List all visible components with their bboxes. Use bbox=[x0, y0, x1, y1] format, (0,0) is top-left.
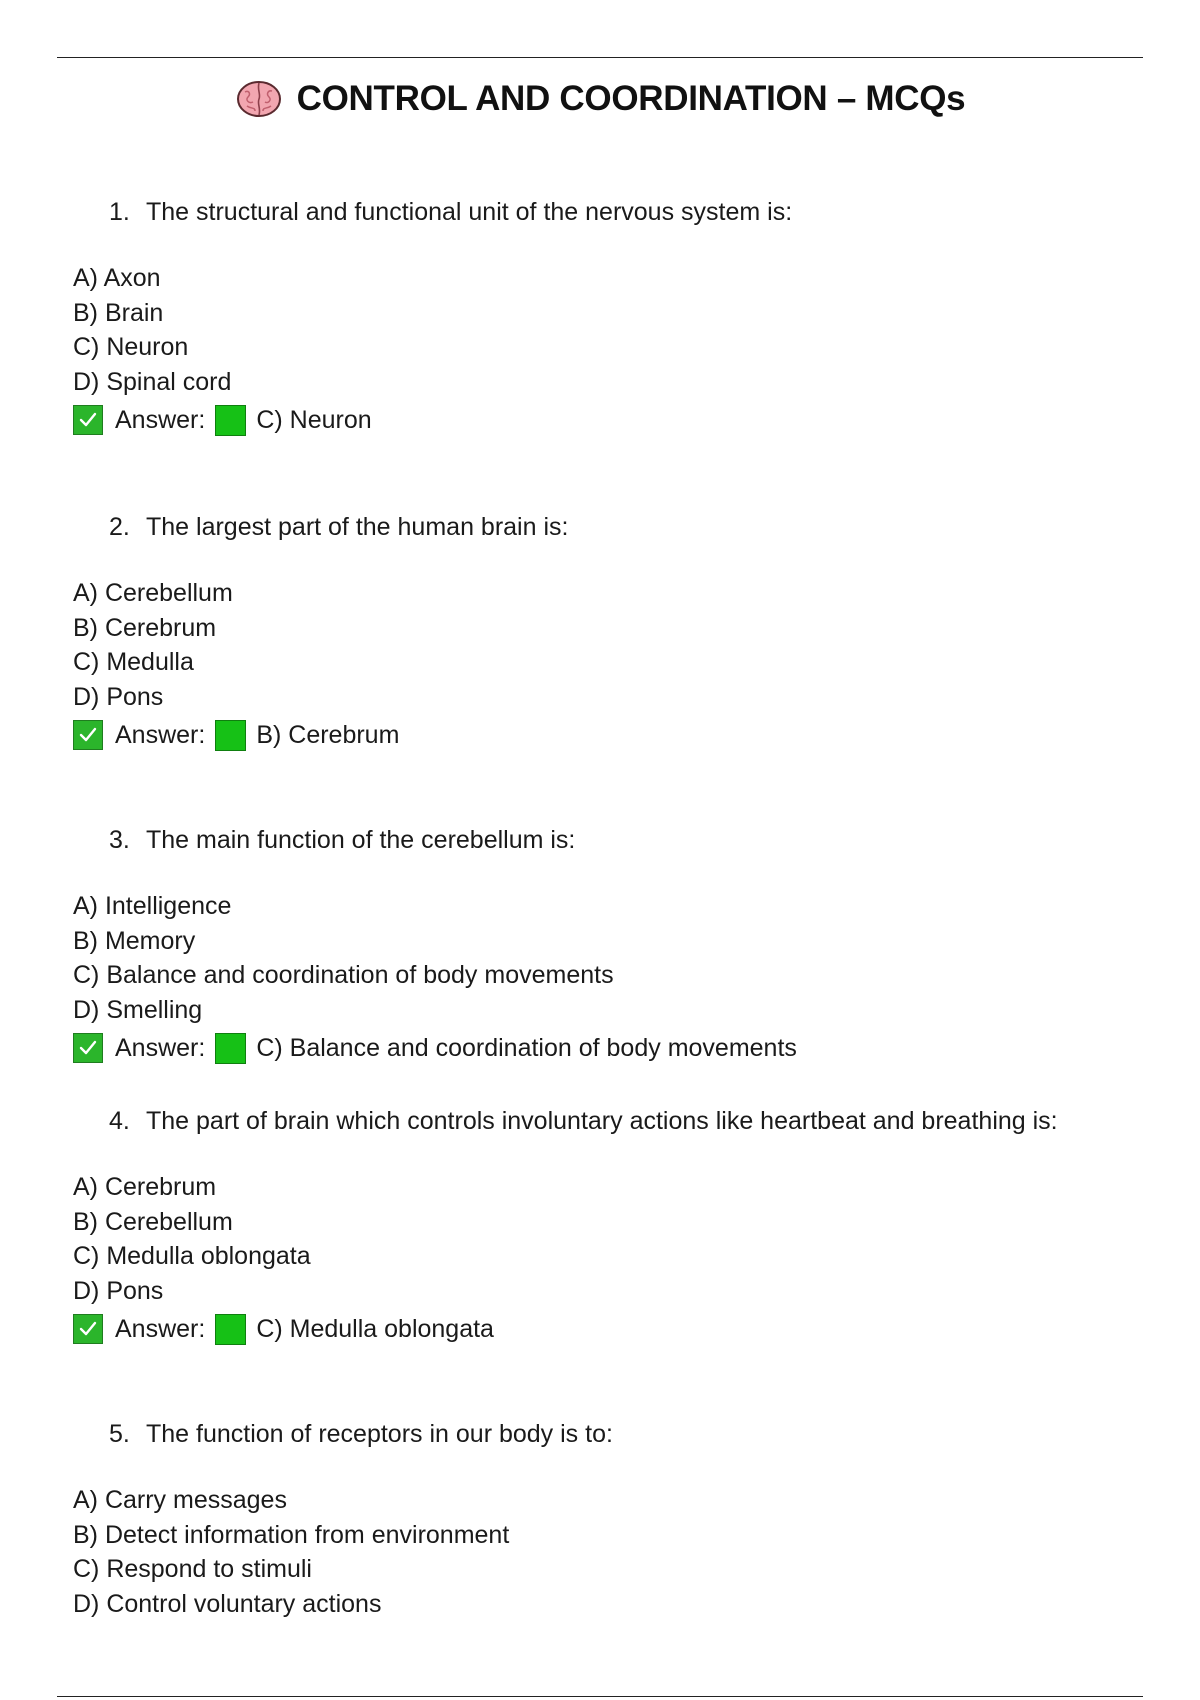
answer-value: C) Neuron bbox=[256, 405, 372, 434]
check-mark-icon bbox=[73, 405, 103, 435]
question-number: 5. bbox=[109, 1420, 130, 1448]
page-header bbox=[0, 78, 1200, 120]
answer-label: Answer: bbox=[115, 1314, 206, 1343]
option-b: B) Brain bbox=[73, 298, 164, 327]
question-text bbox=[109, 826, 575, 855]
question-text bbox=[109, 198, 792, 227]
option-d: D) Pons bbox=[73, 1276, 164, 1305]
top-rule bbox=[57, 57, 1143, 58]
option-b: B) Memory bbox=[73, 926, 196, 955]
answer-value: C) Balance and coordination of body movements bbox=[256, 1033, 797, 1062]
question-text bbox=[109, 1107, 1058, 1136]
option-a: A) Axon bbox=[73, 264, 161, 292]
question-prompt: The main function of the cerebellum is: bbox=[146, 826, 576, 854]
option-b: B) Cerebrum bbox=[73, 613, 217, 642]
question-number: 3. bbox=[109, 826, 130, 854]
check-mark-icon bbox=[73, 720, 103, 750]
option-a: A) Cerebellum bbox=[73, 579, 233, 607]
answer-value: C) Medulla oblongata bbox=[256, 1314, 494, 1343]
green-square-icon bbox=[215, 1314, 246, 1345]
brain-icon bbox=[235, 78, 283, 120]
answer-row bbox=[73, 1027, 797, 1069]
green-square-icon bbox=[215, 720, 246, 751]
option-list bbox=[73, 576, 399, 756]
question-number: 1. bbox=[109, 198, 130, 226]
option-d: D) Smelling bbox=[73, 995, 203, 1024]
option-list bbox=[73, 1170, 494, 1350]
question-number: 4. bbox=[109, 1107, 130, 1135]
question-prompt: The function of receptors in our body is to: bbox=[146, 1420, 613, 1448]
question-prompt: The largest part of the human brain is: bbox=[146, 513, 569, 541]
option-a: A) Cerebrum bbox=[73, 1173, 217, 1201]
green-square-icon bbox=[215, 1033, 246, 1064]
bottom-rule bbox=[57, 1696, 1143, 1697]
answer-label: Answer: bbox=[115, 1033, 206, 1062]
option-c: C) Respond to stimuli bbox=[73, 1555, 312, 1583]
answer-label: Answer: bbox=[115, 720, 206, 749]
option-list bbox=[73, 889, 797, 1069]
green-square-icon bbox=[215, 405, 246, 436]
answer-label: Answer: bbox=[115, 405, 206, 434]
question-prompt: The part of brain which controls involuntary actions like heartbeat and breathing is: bbox=[146, 1107, 1058, 1135]
option-b: B) Detect information from environment bbox=[73, 1520, 510, 1549]
page-title: CONTROL AND COORDINATION – MCQs bbox=[296, 79, 966, 118]
option-list bbox=[73, 1483, 509, 1621]
question-text bbox=[109, 513, 568, 542]
option-c: C) Neuron bbox=[73, 333, 189, 361]
question-prompt: The structural and functional unit of the nervous system is: bbox=[146, 198, 793, 226]
question-text bbox=[109, 1420, 613, 1449]
option-c: C) Balance and coordination of body movements bbox=[73, 961, 614, 989]
question-number: 2. bbox=[109, 513, 130, 541]
option-a: A) Intelligence bbox=[73, 892, 232, 920]
option-list bbox=[73, 261, 372, 441]
check-mark-icon bbox=[73, 1033, 103, 1063]
check-mark-icon bbox=[73, 1314, 103, 1344]
answer-row bbox=[73, 399, 372, 441]
option-c: C) Medulla bbox=[73, 648, 194, 676]
answer-row bbox=[73, 714, 399, 756]
option-a: A) Carry messages bbox=[73, 1486, 287, 1514]
answer-value: B) Cerebrum bbox=[256, 720, 400, 749]
answer-row bbox=[73, 1308, 494, 1350]
option-d: D) Spinal cord bbox=[73, 367, 232, 396]
option-b: B) Cerebellum bbox=[73, 1207, 233, 1236]
option-d: D) Pons bbox=[73, 682, 164, 711]
option-c: C) Medulla oblongata bbox=[73, 1242, 311, 1270]
option-d: D) Control voluntary actions bbox=[73, 1589, 382, 1618]
